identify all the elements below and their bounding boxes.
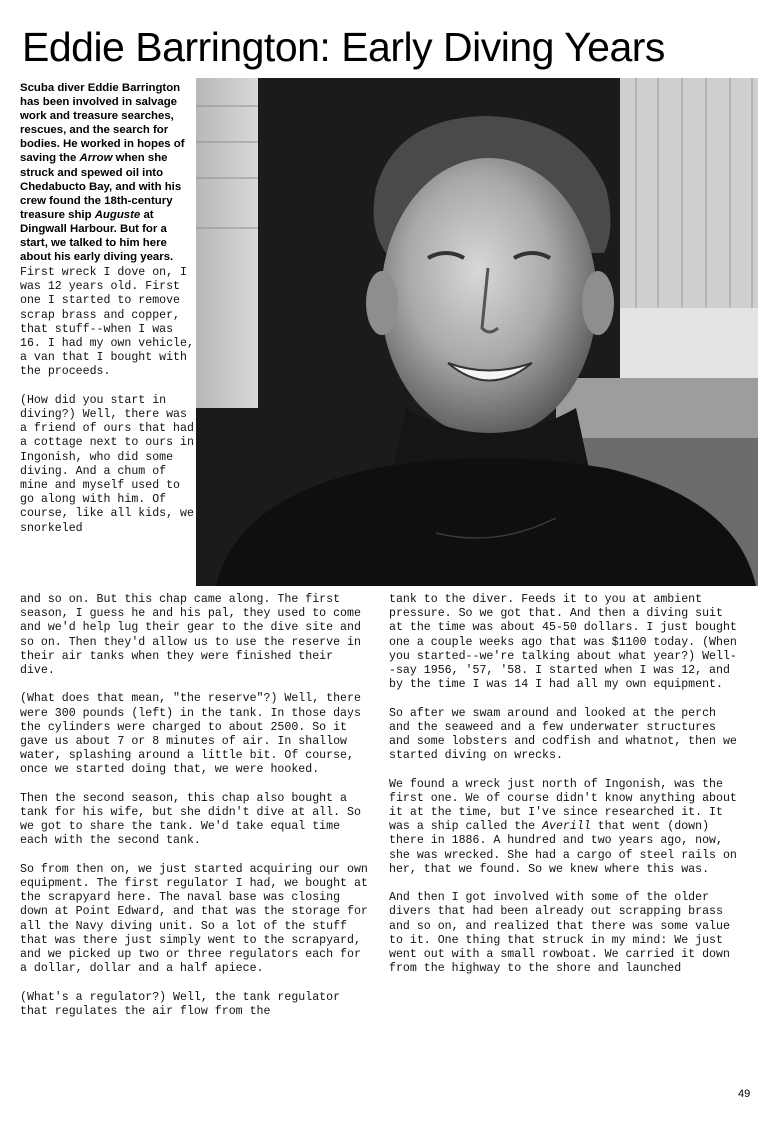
paragraph: and so on. But this chap came along. The first season, I guess he and his pal, they used to come and we'd help lug their gear to the dive site and so on. Then they'd allow us to use the reserve in their air tanks when they were finished their dive.: [20, 593, 361, 678]
ship-name-arrow: Arrow: [79, 152, 113, 165]
paragraph: (How did you start in diving?) Well, there was a friend of ours that had a cottage next to ours in Ingonish, who did some diving. And a chum of mine and myself used to go along with him. Of course, like all kids, we snorkeled: [20, 393, 194, 535]
page-number: 49: [738, 1088, 751, 1100]
paragraph: (What does that mean, "the reserve"?) Well, there were 300 pounds (left) in the tank. In those days the cylinders were charged to about 2500. So it gave us about 7 or 8 minutes of air. In shallow water, splashing around a little bit. Of course, once we started doing that, we were hooked.: [20, 692, 361, 777]
paragraph-text: that went (down) there in 1886. A hundred and two years ago, now, she was wrecked. She had a cargo of steel rails on her, that we found. So we knew where this was.: [389, 820, 737, 876]
paragraph: (What's a regulator?) Well, the tank regulator that regulates the air flow from the: [20, 990, 341, 1018]
intro-text: at Dingwall Harbour. But for a start, we talked to him here about his early diving years.: [20, 208, 174, 264]
portrait-photo: [196, 78, 758, 586]
portrait-photo-icon: [196, 78, 758, 586]
ship-name-auguste: Auguste: [94, 208, 141, 221]
paragraph-text: We found a wreck just north of Ingonish, was the first one. We of course didn't know anything about it at the time, but I've since researched it. It was a ship called the: [389, 777, 737, 834]
paragraph: First wreck I dove on, I was 12 years old. First one I started to remove scrap brass and copper, that stuff--when I was 16. I had my own vehicle, a van that I bought with the proceeds.: [20, 266, 194, 379]
right-text-column: [389, 593, 739, 991]
paragraph: So after we swam around and looked at the perch and the seaweed and a few underwater structures and some lobsters and codfish and whatnot, then we started diving on wrecks.: [389, 706, 737, 763]
paragraph: And then I got involved with some of the older divers that had been already out scrapping brass and so on, and realized that there was some value to it. One thing that struck in my mind: We just went out with a small rowboat. We carried it down from the highway to the shore and launched: [389, 891, 730, 976]
paragraph: [389, 778, 739, 877]
article-intro: [20, 81, 196, 264]
article-title: Eddie Barrington: Early Diving Years: [22, 24, 665, 70]
paragraph: Then the second season, this chap also bought a tank for his wife, but she didn't dive at all. So we got to share the tank. We'd take equal time each with the second tank.: [20, 791, 361, 848]
paragraph: So from then on, we just started acquiring our own equipment. The first regulator I had, we bought at the scrapyard here. The naval base was closing down at Point Edward, and that was the storage for all the Navy diving unit. So a lot of the stuff that was there just simply went to the scrapyard, and we picked up two or three regulators each for a dollar, dollar and a half apiece.: [20, 862, 368, 976]
ship-name-averill: Averill: [542, 820, 591, 834]
narrow-text-column: [20, 266, 194, 536]
paragraph: tank to the diver. Feeds it to you at ambient pressure. So we got that. And then a diving suit at the time was about 45-50 dollars. I just bought one a couple weeks ago that was $1100 today. (When you started--we're talking about what year?) Well--say 1956, '57, '58. I started when I was 12, and by the time I was 14 I had all my own equipment.: [389, 593, 737, 692]
left-text-column: [20, 593, 368, 1033]
intro-text: when she struck and spewed oil into Chedabucto Bay, and with his crew found the 18th-century treasure ship: [20, 152, 182, 221]
intro-text: Scuba diver Eddie Barrington has been involved in salvage work and treasure searches, rescues, and the search for bodies. He worked in hopes of saving the: [20, 82, 185, 165]
